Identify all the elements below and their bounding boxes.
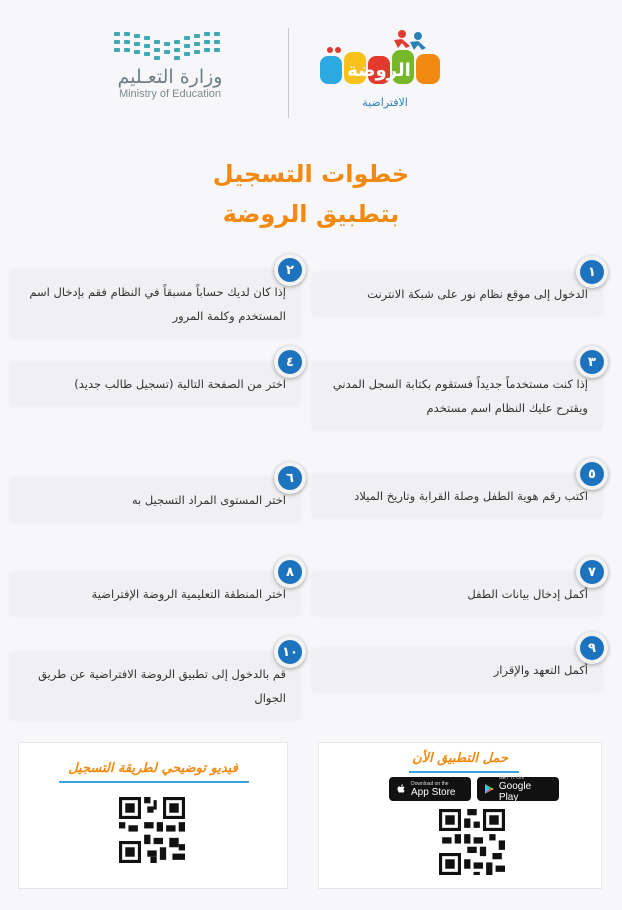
step-10-text: قم بالدخول إلى تطبيق الروضة الافتراضية عن طريق الجوال — [10, 652, 300, 720]
google-play-icon — [483, 783, 495, 795]
step-7-badge: ٧ — [576, 556, 608, 588]
rawda-subtitle: الافتراضية — [362, 96, 408, 109]
download-label-underline — [409, 771, 519, 773]
apple-icon — [395, 783, 407, 795]
moe-name-arabic: وزارة التعـليم — [117, 66, 223, 88]
step-7 — [312, 564, 602, 616]
google-play-button[interactable] — [477, 777, 559, 801]
step-1-badge: ١ — [576, 256, 608, 288]
step-8-text: اختر المنطقة التعليمية الروضة الإفتراضية — [10, 572, 300, 616]
step-10-badge: ١٠ — [274, 636, 306, 668]
step-1 — [312, 264, 602, 316]
google-play-small-text: GET IT ON — [498, 775, 524, 781]
step-10 — [10, 644, 300, 720]
video-label-underline — [59, 781, 249, 783]
step-3-badge: ٣ — [576, 346, 608, 378]
download-app-box — [318, 742, 602, 889]
step-4 — [10, 354, 300, 406]
step-9-text: أكمل التعهد والإقرار — [312, 648, 602, 692]
rawda-logo — [310, 26, 470, 126]
step-6-text: اختر المستوى المراد التسجيل به — [10, 478, 300, 522]
step-8 — [10, 564, 300, 616]
app-store-button[interactable] — [389, 777, 471, 801]
page-title-line-2: بتطبيق الروضة — [222, 200, 400, 228]
app-qr-code-icon[interactable] — [439, 809, 505, 875]
step-3 — [312, 354, 602, 430]
step-2 — [10, 262, 300, 338]
step-8-badge: ٨ — [274, 556, 306, 588]
step-6 — [10, 470, 300, 522]
page-title-line-1: خطوات التسجيل — [212, 160, 410, 188]
step-5-badge: ٥ — [576, 458, 608, 490]
rawda-wordmark: الروضة — [347, 60, 411, 81]
moe-dots-icon — [110, 24, 230, 64]
step-9-badge: ٩ — [576, 632, 608, 664]
step-2-badge: ٢ — [274, 254, 306, 286]
video-label: فيديو توضيحي لطريقة التسجيل — [68, 761, 238, 776]
header-divider — [288, 28, 289, 118]
step-3-text: إذا كنت مستخدماً جديداً فستقوم بكتابة السجل المدني ويقترح عليك النظام اسم مستخدم — [312, 362, 602, 430]
step-4-text: اختر من الصفحة التالية (تسجيل طالب جديد) — [10, 362, 300, 406]
step-2-text: إذا كان لديك حساباً مسبقاً في النظام فقم بإدخال اسم المستخدم وكلمة المرور — [10, 270, 300, 338]
step-7-text: أكمل إدخال بيانات الطفل — [312, 572, 602, 616]
header — [0, 18, 622, 128]
moe-logo — [85, 24, 255, 100]
step-5 — [312, 466, 602, 518]
download-label: حمل التطبيق الأن — [412, 751, 508, 766]
step-5-text: اكتب رقم هوية الطفل وصلة القرابة وتاريخ الميلاد — [312, 474, 602, 518]
video-qr-box — [18, 742, 288, 889]
moe-name-english: Ministry of Education — [118, 88, 222, 100]
step-9 — [312, 640, 602, 692]
qr-code-icon[interactable] — [119, 797, 185, 863]
step-1-text: الدخول إلى موقع نظام نور على شبكة الانترنت — [312, 272, 602, 316]
google-play-big-text: Google Play — [498, 781, 532, 803]
app-store-big-text: App Store — [411, 786, 456, 798]
app-store-small-text: Download on the — [411, 780, 449, 787]
step-6-badge: ٦ — [274, 462, 306, 494]
step-4-badge: ٤ — [274, 346, 306, 378]
